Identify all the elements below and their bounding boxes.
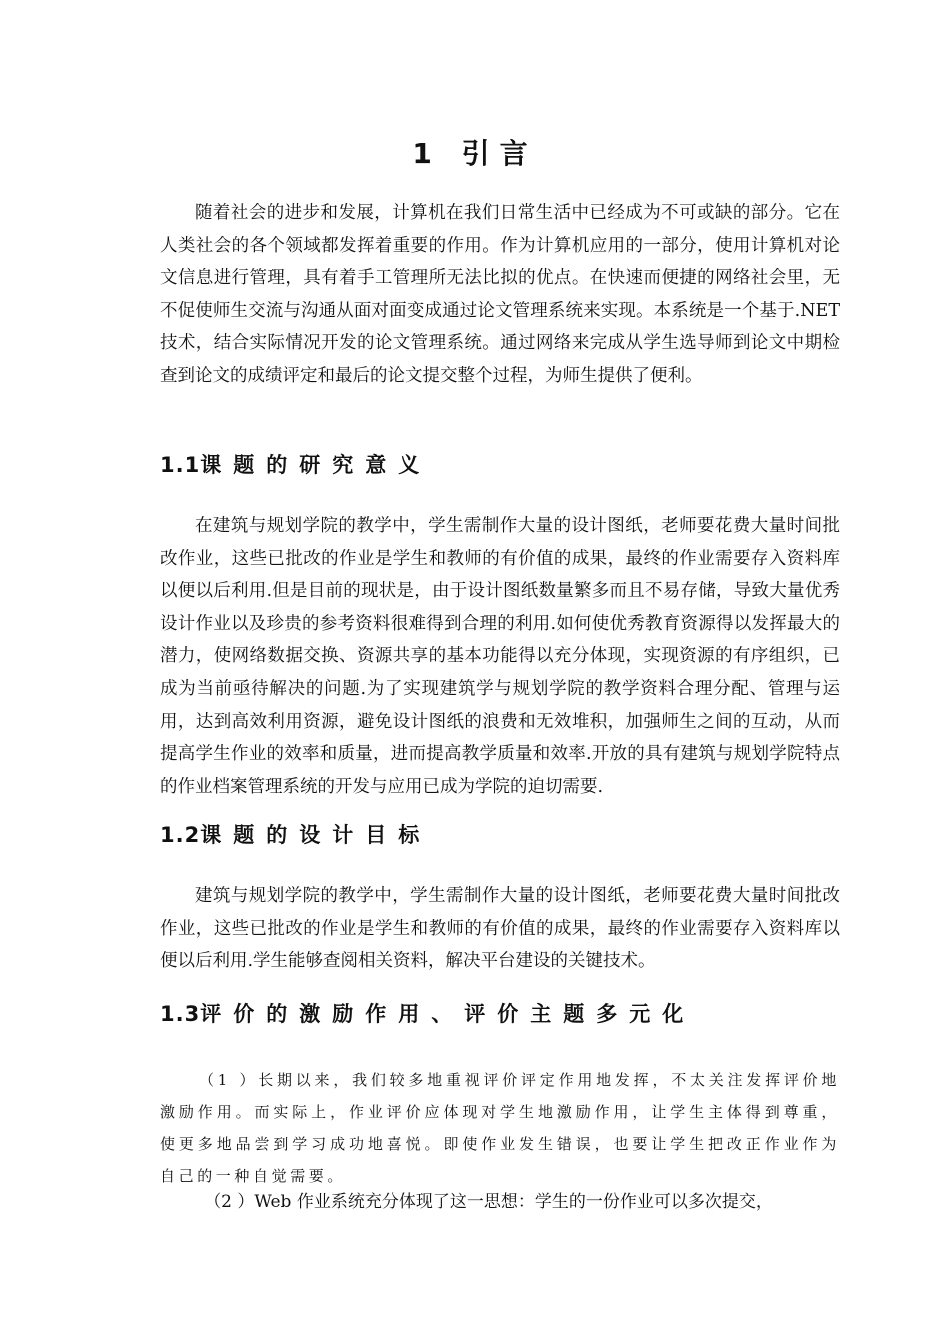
section-1-3-paragraph-2: （2 ）Web 作业系统充分体现了这一思想：学生的一份作业可以多次提交， [204,1192,773,1212]
section-number: 1.3 [160,1002,201,1026]
section-heading-1-2 [160,820,431,850]
section-heading-1-3 [160,999,695,1029]
intro-paragraph: 随着社会的进步和发展，计算机在我们日常生活中已经成为不可或缺的部分。它在人类社会的各个领域都发挥着重要的作用。作为计算机应用的一部分，使用计算机对论文信息进行管理，具有着手工管理所无法比拟的优点。在快速而便捷的网络社会里，无不促使师生交流与沟通从面对面变成通过论文管理系统来实现。本系统是一个基于.NET技术，结合实际情况开发的论文管理系统。通过网络来完成从学生选导师到论文中期检查到论文的成绩评定和最后的论文提交整个过程，为师生提供了便利。 [160,203,840,386]
section-title: 课题的设计目标 [200,823,432,847]
chapter-title: 1 引言 [412,137,538,170]
section-1-3-paragraph-1: （1 ）长期以来，我们较多地重视评价评定作用地发挥，不太关注发挥评价地激励作用。而实际上，作业评价应体现对学生地激励作用，让学生主体得到尊重，使更多地品尝到学习成功地喜悦。即使作业发生错误，也要让学生把改正作业作为自己的一种自觉需要。 [160,1071,840,1185]
section-title: 评价的激励作用、评价主题多元化 [200,1002,696,1026]
section-title: 课题的研究意义 [200,453,432,477]
section-number: 1.1 [160,453,201,477]
section-1-2-paragraph: 建筑与规划学院的教学中，学生需制作大量的设计图纸，老师要花费大量时间批改作业，这些已批改的作业是学生和教师的有价值的成果，最终的作业需要存入资料库以便以后利用.学生能够查阅相关资料，解决平台建设的关键技术。 [160,886,840,971]
section-number: 1.2 [160,823,201,847]
section-heading-1-1 [160,450,431,480]
section-1-1-paragraph: 在建筑与规划学院的教学中，学生需制作大量的设计图纸，老师要花费大量时间批改作业，这些已批改的作业是学生和教师的有价值的成果，最终的作业需要存入资料库以便以后利用.但是目前的现状是，由于设计图纸数量繁多而且不易存储，导致大量优秀设计作业以及珍贵的参考资料很难得到合理的利用.如何使优秀教育资源得以发挥最大的潜力，使网络数据交换、资源共享的基本功能得以充分体现，实现资源的有序组织，已成为当前亟待解决的问题.为了实现建筑学与规划学院的教学资料合理分配、管理与运用，达到高效利用资源，避免设计图纸的浪费和无效堆积，加强师生之间的互动，从而提高学生作业的效率和质量，进而提高教学质量和效率.开放的具有建筑与规划学院特点的作业档案管理系统的开发与应用已成为学院的迫切需要. [160,516,840,797]
